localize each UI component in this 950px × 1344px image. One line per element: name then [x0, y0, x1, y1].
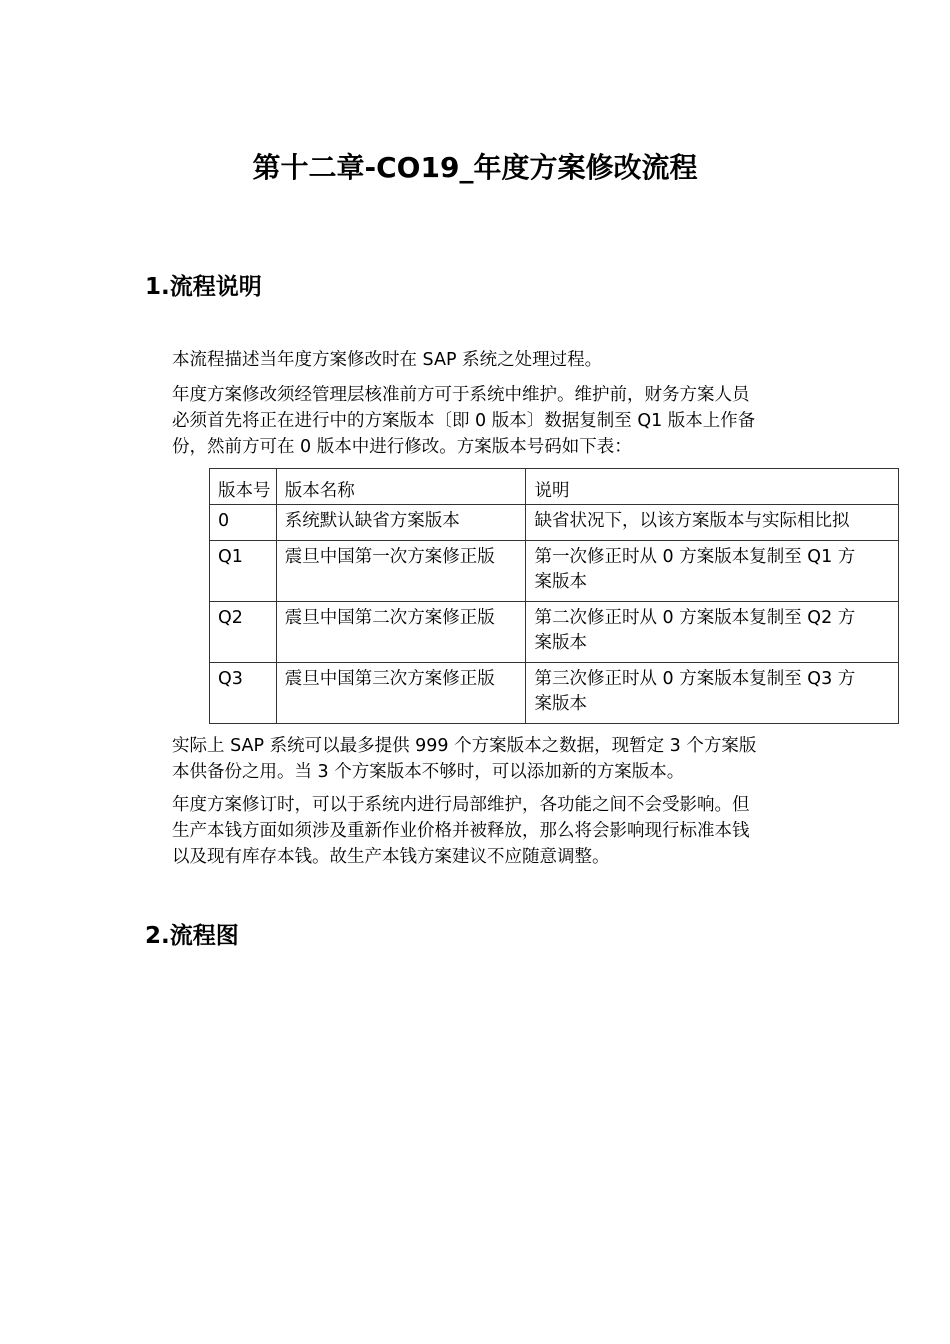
cell-description — [526, 505, 899, 541]
cell-name: 震旦中国第二次方案修正版 — [276, 602, 526, 663]
cell-name: 系统默认缺省方案版本 — [276, 505, 526, 541]
cell-name: 震旦中国第三次方案修正版 — [276, 663, 526, 724]
document-title: 第十二章-CO19_年度方案修改流程 — [252, 151, 698, 184]
version-table — [209, 468, 899, 724]
cell-description — [526, 541, 899, 602]
column-header-version: 版本号 — [210, 469, 277, 505]
cell-line: 案版本 — [534, 633, 587, 653]
cell-line: 第二次修正时从 0 方案版本复制至 Q2 方 — [534, 608, 856, 628]
cell-version: 0 — [210, 505, 277, 541]
cell-line: 第三次修正时从 0 方案版本复制至 Q3 方 — [534, 669, 856, 689]
cell-description — [526, 602, 899, 663]
paragraph-line: 年度方案修订时，可以于系统内进行局部维护，各功能之间不会受影响。但 — [172, 795, 750, 815]
section-heading-process-description: 1.流程说明 — [145, 274, 262, 300]
paragraph-line: 实际上 SAP 系统可以最多提供 999 个方案版本之数据，现暂定 3 个方案版 — [172, 736, 757, 756]
table-row — [210, 602, 899, 663]
paragraph-line: 生产本钱方面如须涉及重新作业价格并被释放，那么将会影响现行标准本钱 — [172, 821, 750, 841]
paragraph-line: 本供备份之用。当 3 个方案版本不够时，可以添加新的方案版本。 — [172, 762, 685, 782]
column-header-name: 版本名称 — [276, 469, 526, 505]
cell-line: 案版本 — [534, 694, 587, 714]
paragraph-line: 份，然前方可在 0 版本中进行修改。方案版本号码如下表： — [172, 437, 632, 457]
section-heading-flowchart: 2.流程图 — [145, 923, 239, 949]
cell-line: 案版本 — [534, 572, 587, 592]
table-row — [210, 663, 899, 724]
cell-description — [526, 663, 899, 724]
cell-version: Q3 — [210, 663, 277, 724]
paragraph-version-capacity — [172, 733, 822, 785]
cell-line: 第一次修正时从 0 方案版本复制至 Q1 方 — [534, 547, 856, 567]
cell-name: 震旦中国第一次方案修正版 — [276, 541, 526, 602]
cell-version: Q2 — [210, 602, 277, 663]
table-header-row — [210, 469, 899, 505]
paragraph-line: 必须首先将正在进行中的方案版本〔即 0 版本〕数据复制至 Q1 版本上作备 — [172, 411, 756, 431]
table-row — [210, 505, 899, 541]
cell-line: 缺省状况下，以该方案版本与实际相比拟 — [534, 511, 850, 531]
paragraph-intro: 本流程描述当年度方案修改时在 SAP 系统之处理过程。 — [172, 350, 603, 370]
paragraph-line: 年度方案修改须经管理层核准前方可于系统中维护。维护前，财务方案人员 — [172, 385, 750, 405]
paragraph-line: 以及现有库存本钱。故生产本钱方案建议不应随意调整。 — [172, 847, 610, 867]
paragraph-maintenance — [172, 382, 822, 460]
cell-version: Q1 — [210, 541, 277, 602]
table-row — [210, 541, 899, 602]
paragraph-revision-impact — [172, 792, 822, 870]
column-header-description: 说明 — [526, 469, 899, 505]
